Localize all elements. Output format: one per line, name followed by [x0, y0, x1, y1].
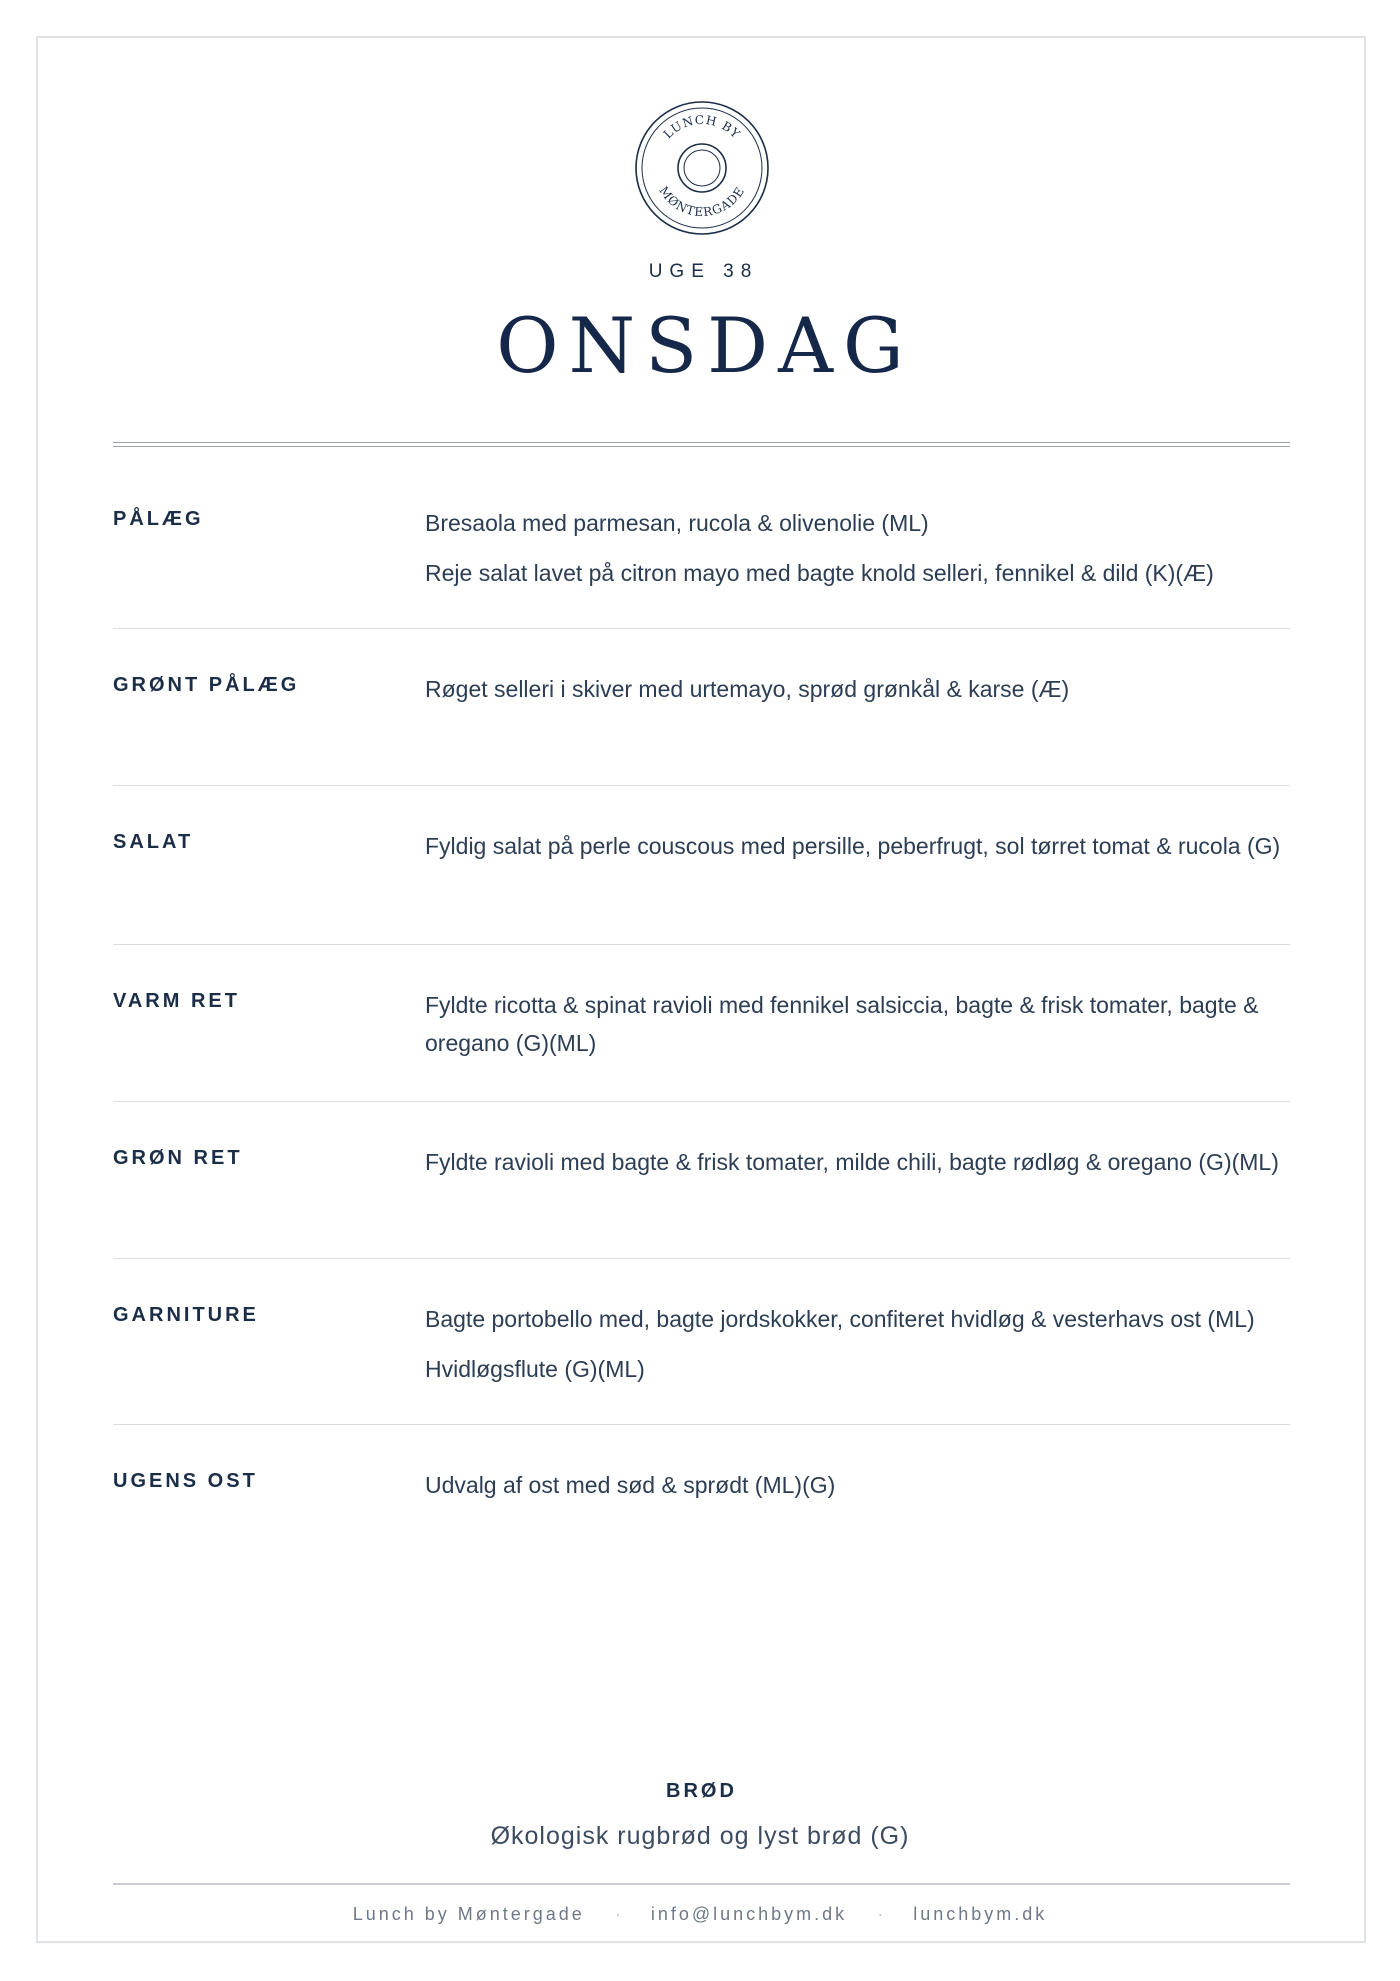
section-divider [113, 1258, 1290, 1259]
category-label: VARM RET [113, 990, 240, 1012]
lunch-by-montergade-logo [634, 100, 770, 236]
menu-item: Udvalg af ost med sød & sprødt (ML)(G) [425, 1472, 836, 1498]
header-divider [113, 442, 1290, 447]
menu-item: Reje salat lavet på citron mayo med bagte knold selleri, fennikel & dild (K)(Æ) [425, 560, 1214, 586]
menu-items [425, 986, 1305, 1074]
footer-separator: · [877, 1904, 884, 1924]
footer-company-name: Lunch by Møntergade [352, 1904, 585, 1924]
footer-website-link[interactable]: lunchbym.dk [913, 1904, 1048, 1924]
category-label: PÅLÆG [113, 508, 204, 530]
section-divider [113, 628, 1290, 629]
menu-item: Fyldig salat på perle couscous med persille, peberfrugt, sol tørret tomat & rucola (G) [425, 833, 1281, 859]
category-label: GRØNT PÅLÆG [113, 674, 300, 696]
footer-divider [113, 1883, 1290, 1885]
footer-separator: · [614, 1904, 621, 1924]
bread-heading: BRØD [666, 1780, 737, 1802]
menu-item: Fyldte ricotta & spinat ravioli med fennikel salsiccia, bagte & frisk tomater, bagte & oregano (G)(ML) [425, 992, 1259, 1056]
svg-text:LUNCH BY [661, 113, 744, 142]
menu-items [425, 1300, 1305, 1400]
logo-top-text: LUNCH BY [660, 112, 744, 142]
category-label: SALAT [113, 831, 194, 853]
section-divider [113, 1101, 1290, 1102]
menu-item: Fyldte ravioli med bagte & frisk tomater, milde chili, bagte rødløg & oregano (G)(ML) [425, 1149, 1279, 1175]
menu-item: Bresaola med parmesan, rucola & olivenolie (ML) [425, 510, 929, 536]
menu-item: Bagte portobello med, bagte jordskokker, confiteret hvidløg & vesterhavs ost (ML) [425, 1306, 1255, 1332]
menu-item: Hvidløgsflute (G)(ML) [425, 1356, 645, 1382]
svg-text:MØNTERGADE [656, 184, 747, 219]
menu-items [425, 1143, 1305, 1193]
menu-items [425, 1466, 1305, 1516]
section-divider [113, 1424, 1290, 1425]
category-label: GRØN RET [113, 1147, 243, 1169]
bread-text: Økologisk rugbrød og lyst brød (G) [490, 1822, 910, 1850]
page-title: ONSDAG [496, 301, 914, 390]
section-divider [113, 944, 1290, 945]
footer [0, 1904, 1400, 1925]
menu-items [425, 670, 1305, 720]
category-label: GARNITURE [113, 1304, 259, 1326]
week-label: UGE 38 [648, 261, 759, 282]
footer-email-link[interactable]: info@lunchbym.dk [650, 1904, 848, 1924]
menu-item: Røget selleri i skiver med urtemayo, sprød grønkål & karse (Æ) [425, 676, 1070, 702]
menu-items [425, 504, 1305, 604]
category-label: UGENS OST [113, 1470, 258, 1492]
logo-bottom-text: MØNTERGADE [656, 183, 748, 220]
section-divider [113, 785, 1290, 786]
menu-items [425, 827, 1305, 877]
